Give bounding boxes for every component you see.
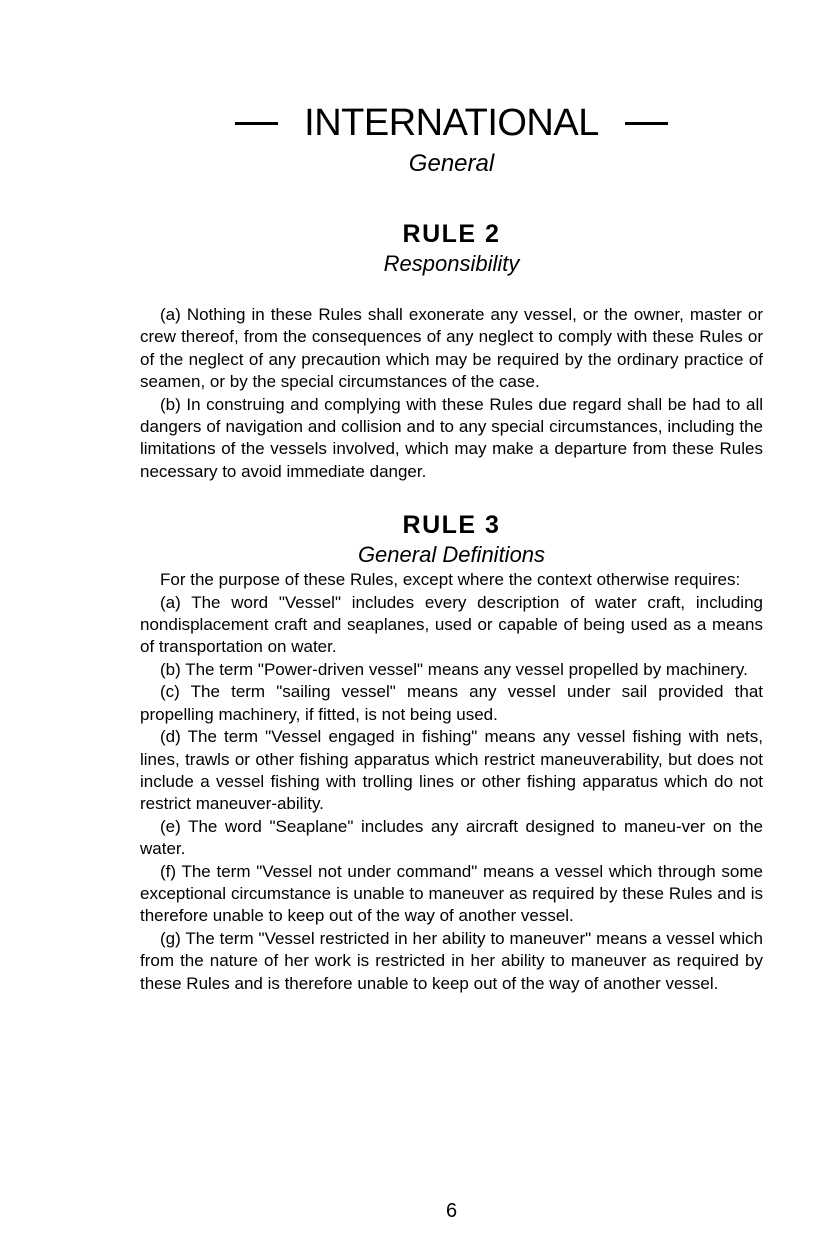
rule-3-section [140,512,763,995]
document-subtitle: General [408,150,495,177]
document-title: INTERNATIONAL [304,102,599,144]
rule-3-intro: For the purpose of these Rules, except where the context otherwise requires: [160,570,741,590]
rule-3-paragraph-a: (a) The word "Vessel" includes every description of water craft, including nondisplacement craft and seaplanes, used or capable of being used as a means of transportation on water. [140,592,763,657]
rule-3-paragraph-g: (g) The term "Vessel restricted in her ability to maneuver" means a vessel which from the nature of her work is restricted in her ability to maneuver as required by these Rules and is therefore unable to keep out of the way of another vessel. [140,928,763,993]
rule-3-paragraph-b: (b) The term "Power-driven vessel" means any vessel propelled by machinery. [160,659,748,679]
rule-2-section [140,221,763,483]
rule-3-paragraph-e: (e) The word "Seaplane" includes any aircraft designed to maneu-ver on the water. [140,816,763,859]
rule-3-subheading: General Definitions [357,542,546,568]
rule-2-heading: RULE 2 [402,220,501,248]
rule-3-paragraph-c: (c) The term "sailing vessel" means any vessel under sail provided that propelling machinery, if fitted, is not being used. [140,682,763,724]
page-content [140,0,763,995]
rule-2-paragraph-b: (b) In construing and complying with these Rules due regard shall be had to all dangers of navigation and collision and to any special circumstances, including the limitations of the vessels involved, which may make a departure from these Rules necessary to avoid immediate danger. [140,394,763,481]
rule-3-heading: RULE 3 [402,511,501,540]
title-dash-right [625,122,668,125]
document-title-row [140,104,763,142]
rule-3-paragraph-f: (f) The term "Vessel not under command" means a vessel which through some exceptional circumstance is unable to maneuver as required by these Rules and is therefore unable to keep out of the way of another vessel. [140,861,763,926]
title-dash-left [235,122,278,125]
rule-3-paragraph-d: (d) The term "Vessel engaged in fishing" means any vessel fishing with nets, lines, trawls or other fishing apparatus which restrict maneuverability, but does not include a vessel fishing with trolling lines or other fishing apparatus which do not restrict maneuver-ability. [140,727,763,814]
rule-2-paragraph-a: (a) Nothing in these Rules shall exonerate any vessel, or the owner, master or crew thereof, from the consequences of any neglect to comply with these Rules or of the neglect of any precaution which may be required by the ordinary practice of seamen, or by the special circumstances of the case. [140,305,763,392]
page-number: 6 [445,1200,458,1222]
rule-2-subheading: Responsibility [383,251,520,276]
